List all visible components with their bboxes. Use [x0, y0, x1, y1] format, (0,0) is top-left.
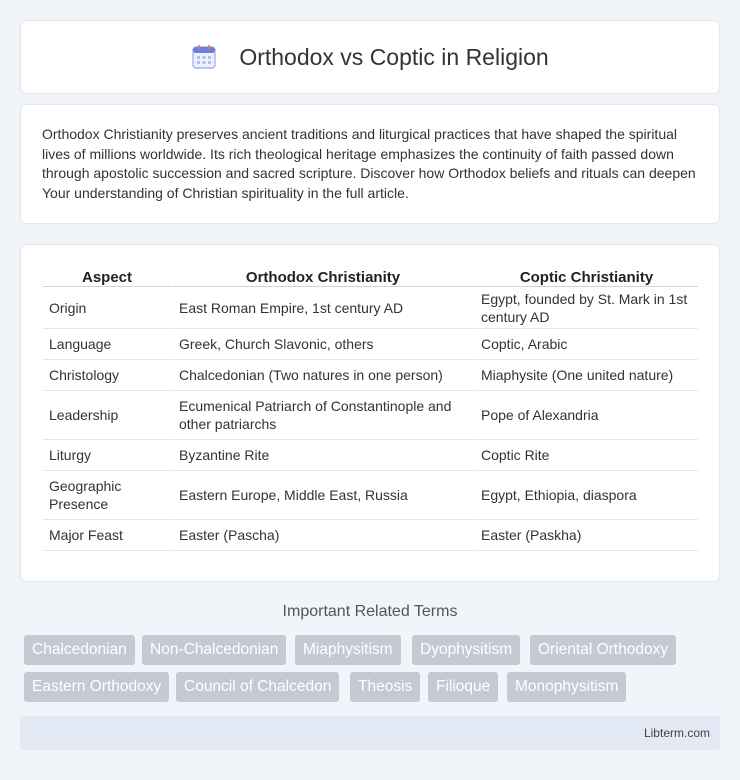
table-cell: East Roman Empire, 1st century AD — [171, 287, 473, 329]
table-cell: Christology — [43, 360, 171, 391]
comparison-table — [43, 265, 698, 551]
table-row — [43, 391, 698, 440]
table-cell: Easter (Pascha) — [171, 520, 473, 551]
table-cell: Miaphysite (One united nature) — [473, 360, 698, 391]
table-cell: Origin — [43, 287, 171, 329]
table-cell: Egypt, Ethiopia, diaspora — [473, 471, 698, 520]
tag-miaphysitism[interactable]: Miaphysitism — [295, 635, 401, 665]
table-header-row — [43, 265, 698, 287]
table-row — [43, 360, 698, 391]
table-cell: Greek, Church Slavonic, others — [171, 329, 473, 360]
table-cell: Leadership — [43, 391, 171, 440]
tag-council-of-chalcedon[interactable]: Council of Chalcedon — [176, 672, 339, 702]
column-header-orthodox: Orthodox Christianity — [171, 265, 473, 287]
table-row — [43, 471, 698, 520]
column-header-aspect: Aspect — [43, 265, 171, 287]
table-cell: Eastern Europe, Middle East, Russia — [171, 471, 473, 520]
table-cell: Chalcedonian (Two natures in one person) — [171, 360, 473, 391]
intro-card — [20, 104, 720, 224]
table-row — [43, 520, 698, 551]
comparison-card — [20, 244, 720, 582]
tag-oriental-orthodoxy[interactable]: Oriental Orthodoxy — [530, 635, 676, 665]
table-cell: Geographic Presence — [43, 471, 171, 520]
column-header-coptic: Coptic Christianity — [473, 265, 698, 287]
table-cell: Easter (Paskha) — [473, 520, 698, 551]
tag-monophysitism[interactable]: Monophysitism — [507, 672, 626, 702]
page-title: Orthodox vs Coptic in Religion — [239, 43, 549, 70]
tag-dyophysitism[interactable]: Dyophysitism — [412, 635, 520, 665]
tag-non-chalcedonian[interactable]: Non-Chalcedonian — [142, 635, 286, 665]
table-cell: Coptic, Arabic — [473, 329, 698, 360]
related-terms-title: Important Related Terms — [282, 603, 458, 620]
table-cell: Pope of Alexandria — [473, 391, 698, 440]
tag-filioque[interactable]: Filioque — [428, 672, 498, 702]
table-cell: Coptic Rite — [473, 440, 698, 471]
tag-theosis[interactable]: Theosis — [350, 672, 420, 702]
table-cell: Byzantine Rite — [171, 440, 473, 471]
footer-site-link[interactable]: Libterm.com — [643, 726, 710, 740]
table-cell: Ecumenical Patriarch of Constantinople and other patriarchs — [171, 391, 473, 440]
tag-chalcedonian[interactable]: Chalcedonian — [24, 635, 135, 665]
calendar-icon — [191, 44, 217, 70]
table-row — [43, 287, 698, 329]
footer — [20, 716, 720, 750]
table-cell: Liturgy — [43, 440, 171, 471]
intro-text: Orthodox Christianity preserves ancient traditions and liturgical practices that have shaped the spiritual lives of millions worldwide. Its rich theological heritage emphasizes the continuity of faith passed down through apostolic succession and sacred scripture. Discover how Orthodox beliefs and rituals can deepen Your understanding of Christian spirituality in the full article. — [42, 126, 696, 201]
table-cell: Egypt, founded by St. Mark in 1st century AD — [473, 287, 698, 329]
table-cell: Language — [43, 329, 171, 360]
header-card — [20, 20, 720, 94]
table-row — [43, 329, 698, 360]
table-cell: Major Feast — [43, 520, 171, 551]
table-row — [43, 440, 698, 471]
tag-eastern-orthodoxy[interactable]: Eastern Orthodoxy — [24, 672, 169, 702]
